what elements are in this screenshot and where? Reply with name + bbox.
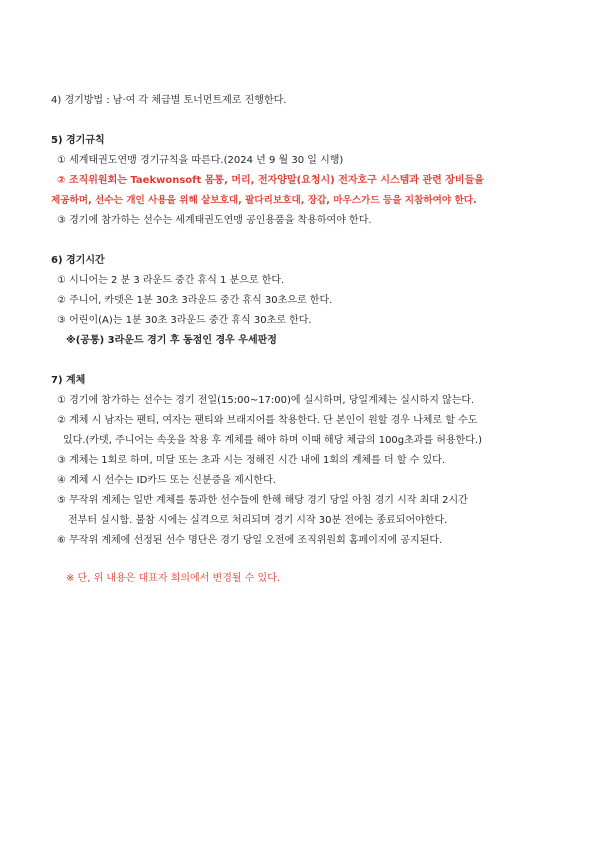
section-7-item-1: ① 경기에 참가하는 선수는 경기 전일(15:00~17:00)에 실시하며, 당일계체는 실시하지 않는다. <box>57 395 475 406</box>
section-7-item-2-line-1: ② 계체 시 남자는 팬티, 여자는 팬티와 브래지어를 착용한다. 단 본인이 원할 경우 나체로 할 수도 <box>57 415 478 426</box>
section-6-item-2: ② 주니어, 카뎃은 1분 30초 3라운드 중간 휴식 30초으로 한다. <box>57 295 333 306</box>
section-5-item-1: ① 세계태권도연맹 경기규칙을 따른다.(2024 년 9 월 30 일 시행) <box>57 155 344 166</box>
section-7-item-4: ④ 계체 시 선수는 ID카드 또는 신분증을 제시한다. <box>57 475 276 486</box>
section-5-item-2-line-2: 제공하며, 선수는 개인 사용을 위해 샅보호대, 팔다리보호대, 장갑, 마우스가드 등을 지참하여야 한다. <box>51 195 477 206</box>
section-7-title: 7) 계체 <box>51 375 86 386</box>
section-7-item-6: ⑥ 무작위 계체에 선정된 선수 명단은 경기 당일 오전에 조직위원회 홈페이지에 공지된다. <box>57 535 443 546</box>
section-5-item-3: ③ 경기에 참가하는 선수는 세계태권도연맹 공인용품을 착용하여야 한다. <box>57 215 372 226</box>
change-notice: ※ 단, 위 내용은 대표자 회의에서 변경될 수 있다. <box>66 573 281 584</box>
section-5-item-2-line-1: ② 조직위원회는 Taekwonsoft 몸통, 머리, 전자양말(요청시) 전자호구 시스템과 관련 장비들을 <box>57 175 484 186</box>
section-6-item-1: ① 시니어는 2 분 3 라운드 중간 휴식 1 분으로 한다. <box>57 275 285 286</box>
section-7-item-3: ③ 계체는 1회로 하며, 미달 또는 초과 시는 정해진 시간 내에 1회의 계체를 더 할 수 있다. <box>57 455 446 466</box>
section-6-title: 6) 경기시간 <box>51 255 105 266</box>
section-7-item-5-line-2: 전부터 실시함. 불참 시에는 실격으로 처리되며 경기 시작 30분 전에는 종료되어야한다. <box>68 515 448 526</box>
section-4-method: 4) 경기방법 : 남·여 각 체급별 토너먼트제로 진행한다. <box>51 95 287 106</box>
section-7-item-2-line-2: 있다.(카뎃, 주니어는 속옷을 착용 후 계체를 해야 하며 이때 해당 체급의 100g초과를 허용한다.) <box>63 435 483 446</box>
section-6-item-3: ③ 어린이(A)는 1분 30초 3라운드 중간 휴식 30초로 한다. <box>57 315 312 326</box>
section-5-title: 5) 경기규칙 <box>51 135 105 146</box>
section-6-common-note: ※(공통) 3라운드 경기 후 동점인 경우 우세판정 <box>66 335 277 346</box>
section-7-item-5-line-1: ⑤ 무작위 계체는 일반 계체를 통과한 선수들에 한해 해당 경기 당일 아침 경기 시작 최대 2시간 <box>57 495 468 506</box>
